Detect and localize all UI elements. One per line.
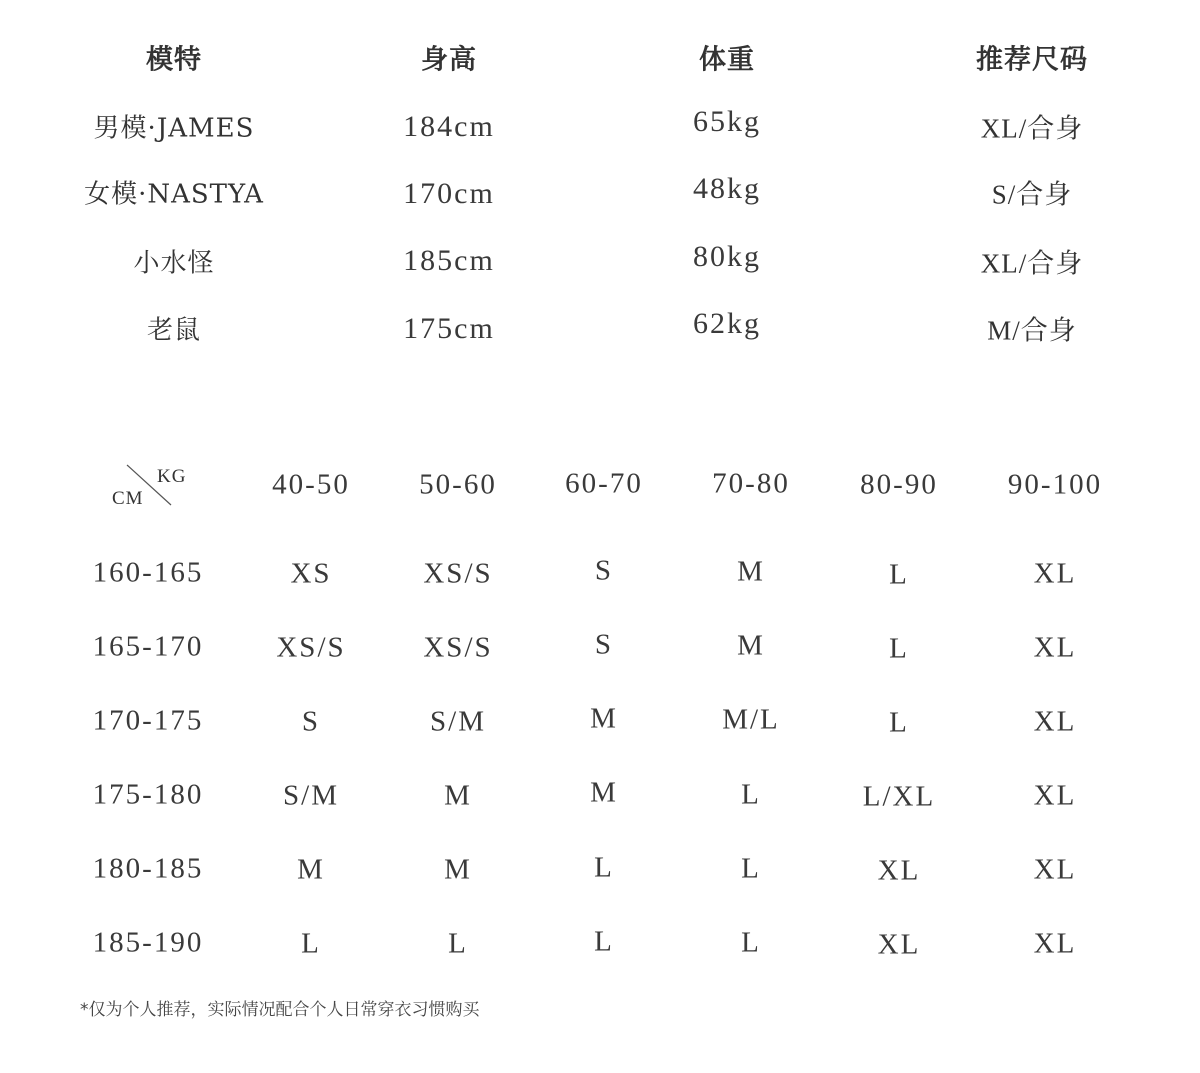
model-height: 184cm [403,110,495,143]
size-cell: XL [1033,631,1077,664]
model-recommended-size: XL/合身 [980,113,1084,144]
size-cell: L [594,851,614,884]
size-cell: M [297,853,325,886]
model-recommended-size: M/合身 [987,315,1077,346]
size-cell: XS/S [423,631,493,664]
weight-range-header: 60-70 [565,467,643,500]
size-cell: L [741,852,761,885]
size-cell: XL [1033,705,1077,738]
model-weight: 80kg [693,240,761,273]
model-height: 170cm [403,177,495,210]
corner-unit-cm: CM [112,488,144,509]
model-weight: 65kg [693,105,761,138]
size-cell: M [590,776,618,809]
weight-range-header: 90-100 [1007,468,1103,501]
size-cell: L [889,632,909,665]
size-cell: M [737,555,765,588]
size-cell: M [737,629,765,662]
header-model: 模特 [146,44,202,76]
footnote: *仅为个人推荐，实际情况配合个人日常穿衣习惯购买 [80,1000,480,1020]
weight-range-header: 70-80 [712,467,790,500]
size-cell: S [594,628,614,661]
model-recommended-size: S/合身 [991,179,1073,210]
size-cell: L [594,925,614,958]
size-cell: XL [1033,779,1077,812]
size-cell: XL [1033,927,1077,960]
height-range-label: 175-180 [92,778,204,811]
header-recommended-size: 推荐尺码 [976,44,1088,76]
header-height: 身高 [421,44,477,76]
size-cell: XL [1033,853,1077,886]
size-cell: L/XL [862,780,936,813]
height-range-label: 185-190 [92,926,204,959]
size-cell: XS/S [276,631,346,664]
height-range-label: 160-165 [92,556,204,589]
height-range-label: 180-185 [92,852,204,885]
size-cell: M [590,702,618,735]
size-cell: XS [290,557,332,590]
model-weight: 48kg [693,172,761,205]
size-cell: L [741,778,761,811]
model-weight: 62kg [693,307,761,340]
size-cell: M [444,779,472,812]
model-recommended-size: XL/合身 [980,248,1084,279]
header-weight: 体重 [699,44,755,76]
model-height: 185cm [403,244,495,277]
model-height: 175cm [403,312,495,345]
size-cell: L [889,558,909,591]
size-cell: XL [877,854,921,887]
model-name: 老鼠 [146,315,202,346]
corner-unit-kg: KG [157,466,187,487]
size-cell: S [594,554,614,587]
model-name: 男模·JAMES [93,113,255,144]
size-cell: S/M [430,705,486,738]
model-name: 女模·NASTYA [84,179,264,210]
size-cell: S [301,705,321,738]
weight-range-header: 40-50 [272,468,350,501]
size-cell: XL [1033,557,1077,590]
size-cell: S/M [283,779,339,812]
size-cell: L [448,927,468,960]
weight-range-header: 50-60 [419,468,497,501]
height-range-label: 170-175 [92,704,204,737]
weight-range-header: 80-90 [860,468,938,501]
model-name: 小水怪 [133,248,215,279]
size-cell: L [741,926,761,959]
height-range-label: 165-170 [92,630,204,663]
size-cell: L [301,927,321,960]
size-cell: XL [877,928,921,961]
size-cell: M [444,853,472,886]
size-cell: M/L [722,703,780,736]
size-cell: L [889,706,909,739]
size-cell: XS/S [423,557,493,590]
